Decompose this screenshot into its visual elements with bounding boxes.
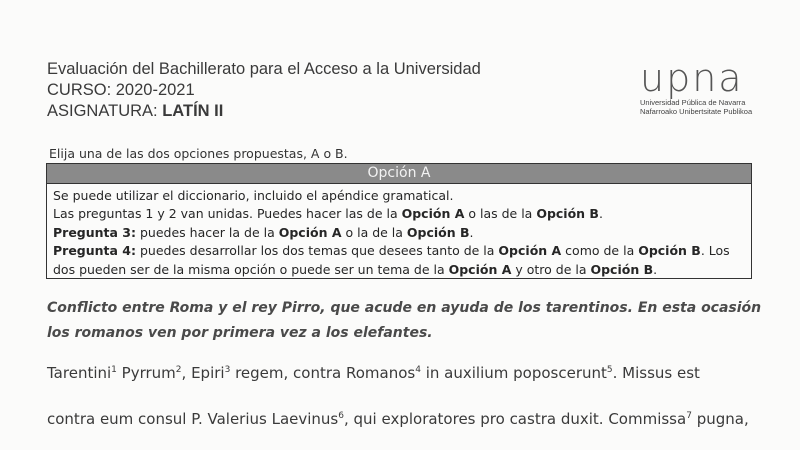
exam-title: Evaluación del Bachillerato para el Acceso a la Universidad <box>47 60 481 78</box>
footnote-ref: 6 <box>338 411 344 421</box>
option-instructions <box>47 184 751 279</box>
footnote-ref: 2 <box>175 365 182 375</box>
footnote-ref: 5 <box>606 365 613 375</box>
instruction-line: Pregunta 4: puedes desarrollar los dos temas que desees tanto de la Opción A como de la Opción B. Los <box>53 243 730 259</box>
instruction-line: Pregunta 3: puedes hacer la de la Opción A o la de la Opción B. <box>53 224 474 240</box>
subject-name: LATÍN II <box>162 102 224 120</box>
course-year: CURSO: 2020-2021 <box>47 81 195 99</box>
logo-mark: upna <box>640 56 744 100</box>
text-title: Conflicto entre Roma y el rey Pirro, que acude en ayuda de los tarentinos. En esta ocasión los romanos ven por primera vez a los elefantes. <box>47 300 762 341</box>
latin-text-line-2: contra eum consul P. Valerius Laevinus$^6$, qui exploratores pro castra duxit. Commissa$^7$ pugna, <box>47 410 749 428</box>
logo-subtitle-2: Nafarroako Unibertsitate Publikoa <box>640 107 753 116</box>
logo-subtitle-1: Universidad Pública de Navarra <box>640 98 746 107</box>
footnote-ref: 4 <box>415 365 421 375</box>
subject-line <box>47 101 481 122</box>
latin-text-line-1: Tarentini$^1$ Pyrrum$^2$, Epiri$^3$ regem, contra Romanos$^4$ in auxilium poposcerunt$^5$. Missus est <box>47 364 700 382</box>
instruction-line: Las preguntas 1 y 2 van unidas. Puedes hacer las de la Opción A o las de la Opción B. <box>53 206 603 222</box>
footnote-ref: 7 <box>686 411 692 421</box>
footnote-ref: 3 <box>224 365 231 375</box>
instructions-intro: Elija una de las dos opciones propuestas, A o B. <box>49 146 348 161</box>
exam-header <box>47 59 481 122</box>
option-title: Opción A <box>47 164 751 184</box>
instruction-line: dos pueden ser de la misma opción o puede ser un tema de la Opción A y otro de la Opción B. <box>53 261 658 277</box>
instruction-line: Se puede utilizar el diccionario, incluido el apéndice gramatical. <box>53 188 454 203</box>
subject-label: ASIGNATURA: <box>47 102 163 120</box>
upna-logo <box>640 58 758 116</box>
option-box <box>46 163 752 279</box>
footnote-ref: 1 <box>111 365 117 375</box>
